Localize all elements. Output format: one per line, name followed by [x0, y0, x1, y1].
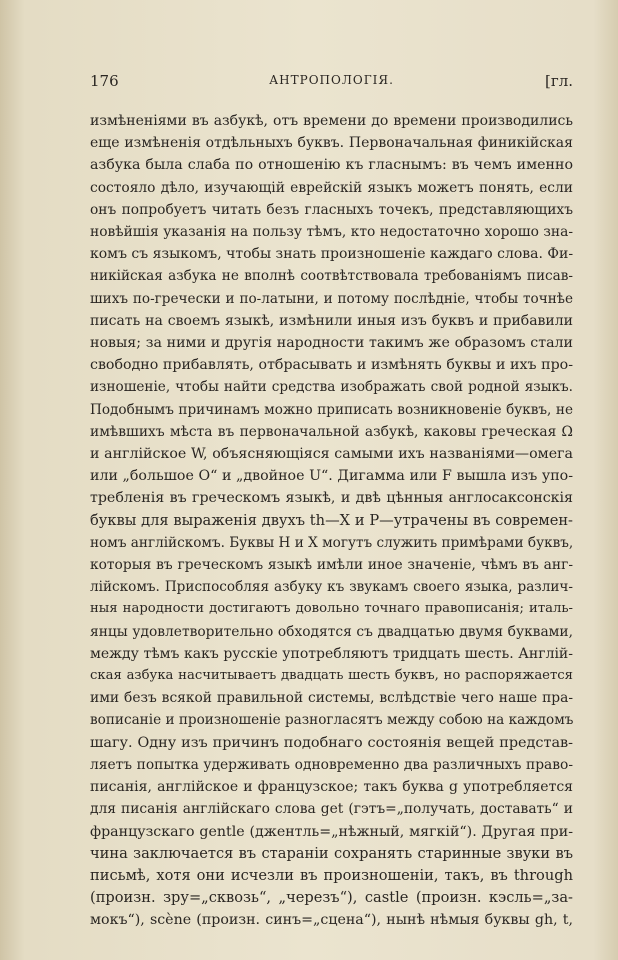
- text-line: новѣйшія указанія на пользу тѣмъ, кто недостаточно хорошо зна-: [90, 224, 573, 241]
- text-line: шагу. Одну изъ причинъ подобнаго состоянія вещей представ-: [90, 734, 573, 751]
- text-line: (произн. зру=„сквозь“, „черезъ“), castle (произн. кэсль=„за-: [90, 889, 573, 907]
- text-line: мокъ“), scène (произн. синъ=„сцена“), нынѣ нѣмыя буквы gh, t,: [90, 912, 573, 929]
- text-line: измѣненіями въ азбукѣ, отъ времени до времени производились: [90, 113, 573, 129]
- text-line: номъ англійскомъ. Буквы H и X могутъ служить примѣрами буквъ,: [90, 534, 574, 551]
- text-line: имѣвшихъ мѣста въ первоначальной азбукѣ, каковы греческая Ω: [90, 423, 573, 440]
- text-line: писанія, англійское и французское; такъ буква g употребляется: [90, 779, 573, 796]
- text-line: еще измѣненія отдѣльныхъ буквъ. Первоначальная финикійская: [90, 135, 573, 152]
- text-line: новыя; за ними и другія народности такимъ же образомъ стали: [90, 335, 573, 352]
- running-title: АНТРОПОЛОГІЯ.: [269, 73, 394, 87]
- text-line: комъ съ языкомъ, чтобы знать произношеніе каждаго слова. Фи-: [90, 246, 574, 263]
- body-text: [90, 110, 573, 932]
- text-line: или „большое О“ и „двойное U“. Дигамма или F вышла изъ упо-: [90, 468, 573, 485]
- text-line: лійскомъ. Приспособляя азбуку къ звукамъ своего языка, различ-: [90, 579, 573, 596]
- text-line: шихъ по-гречески и по-латыни, и потому послѣдніе, чтобы точнѣе: [90, 290, 573, 307]
- text-line: Подобнымъ причинамъ можно приписать возникновеніе буквъ, не: [90, 401, 573, 418]
- text-line: свободно прибавлять, отбрасывать и измѣнять буквы и ихъ про-: [90, 357, 573, 374]
- text-line: азбука была слаба по отношенію къ гласнымъ: въ чемъ именно: [90, 157, 573, 174]
- text-line: которыя въ греческомъ языкѣ имѣли иное значеніе, чѣмъ въ анг-: [90, 557, 573, 574]
- text-line: чина заключается въ стараніи сохранять старинные звуки въ: [90, 844, 573, 862]
- text-line: ими безъ всякой правильной системы, вслѣдствіе чего наше пра-: [90, 690, 573, 707]
- text-line: никійская азбука не вполнѣ соотвѣтствовала требованіямъ писав-: [90, 268, 573, 285]
- text-line: французскаго gentle (джентль=„нѣжный, мягкій“). Другая при-: [90, 823, 573, 840]
- text-line: изношеніе, чтобы найти средства изображать свой родной языкъ.: [90, 379, 573, 396]
- text-line: буквы для выраженія двухъ th—X и P—утрачены въ современ-: [90, 511, 573, 529]
- text-line: состояло дѣло, изучающій еврейскій языкъ можетъ понять, если: [90, 179, 573, 196]
- text-line: писать на своемъ языкѣ, измѣнили иныя изъ буквъ и прибавили: [90, 312, 573, 329]
- text-line: письмѣ, хотя они исчезли въ произношеніи, такъ, въ through: [90, 866, 573, 884]
- page-number: 176: [90, 72, 119, 90]
- text-line: онъ попробуетъ читать безъ гласныхъ точекъ, представляющихъ: [90, 201, 573, 218]
- text-line: требленія въ греческомъ языкѣ, и двѣ цѣнныя англосаксонскія: [90, 490, 573, 507]
- text-line: янцы удовлетворительно обходятся съ двадцатью двумя буквами,: [90, 623, 573, 640]
- page-header: [90, 72, 573, 96]
- text-line: и англійское W, объясняющіяся самыми ихъ названіями—омега: [90, 446, 573, 463]
- text-line: ляетъ попытка удерживать одновременно два различныхъ право-: [90, 756, 573, 773]
- text-line: ныя народности достигаютъ довольно точнаго правописанія; италь-: [90, 601, 573, 617]
- chapter-mark: [гл.: [544, 72, 573, 90]
- text-line: между тѣмъ какъ русскіе употребляютъ тридцать шесть. Англій-: [90, 645, 573, 662]
- text-line: ская азбука насчитываетъ двадцать шесть буквъ, но распоряжается: [90, 668, 573, 684]
- text-line: вописаніе и произношеніе разногласятъ между собою на каждомъ: [90, 712, 574, 729]
- text-line: для писанія англійскаго слова get (гэтъ=„получать, доставать“ и: [90, 801, 573, 818]
